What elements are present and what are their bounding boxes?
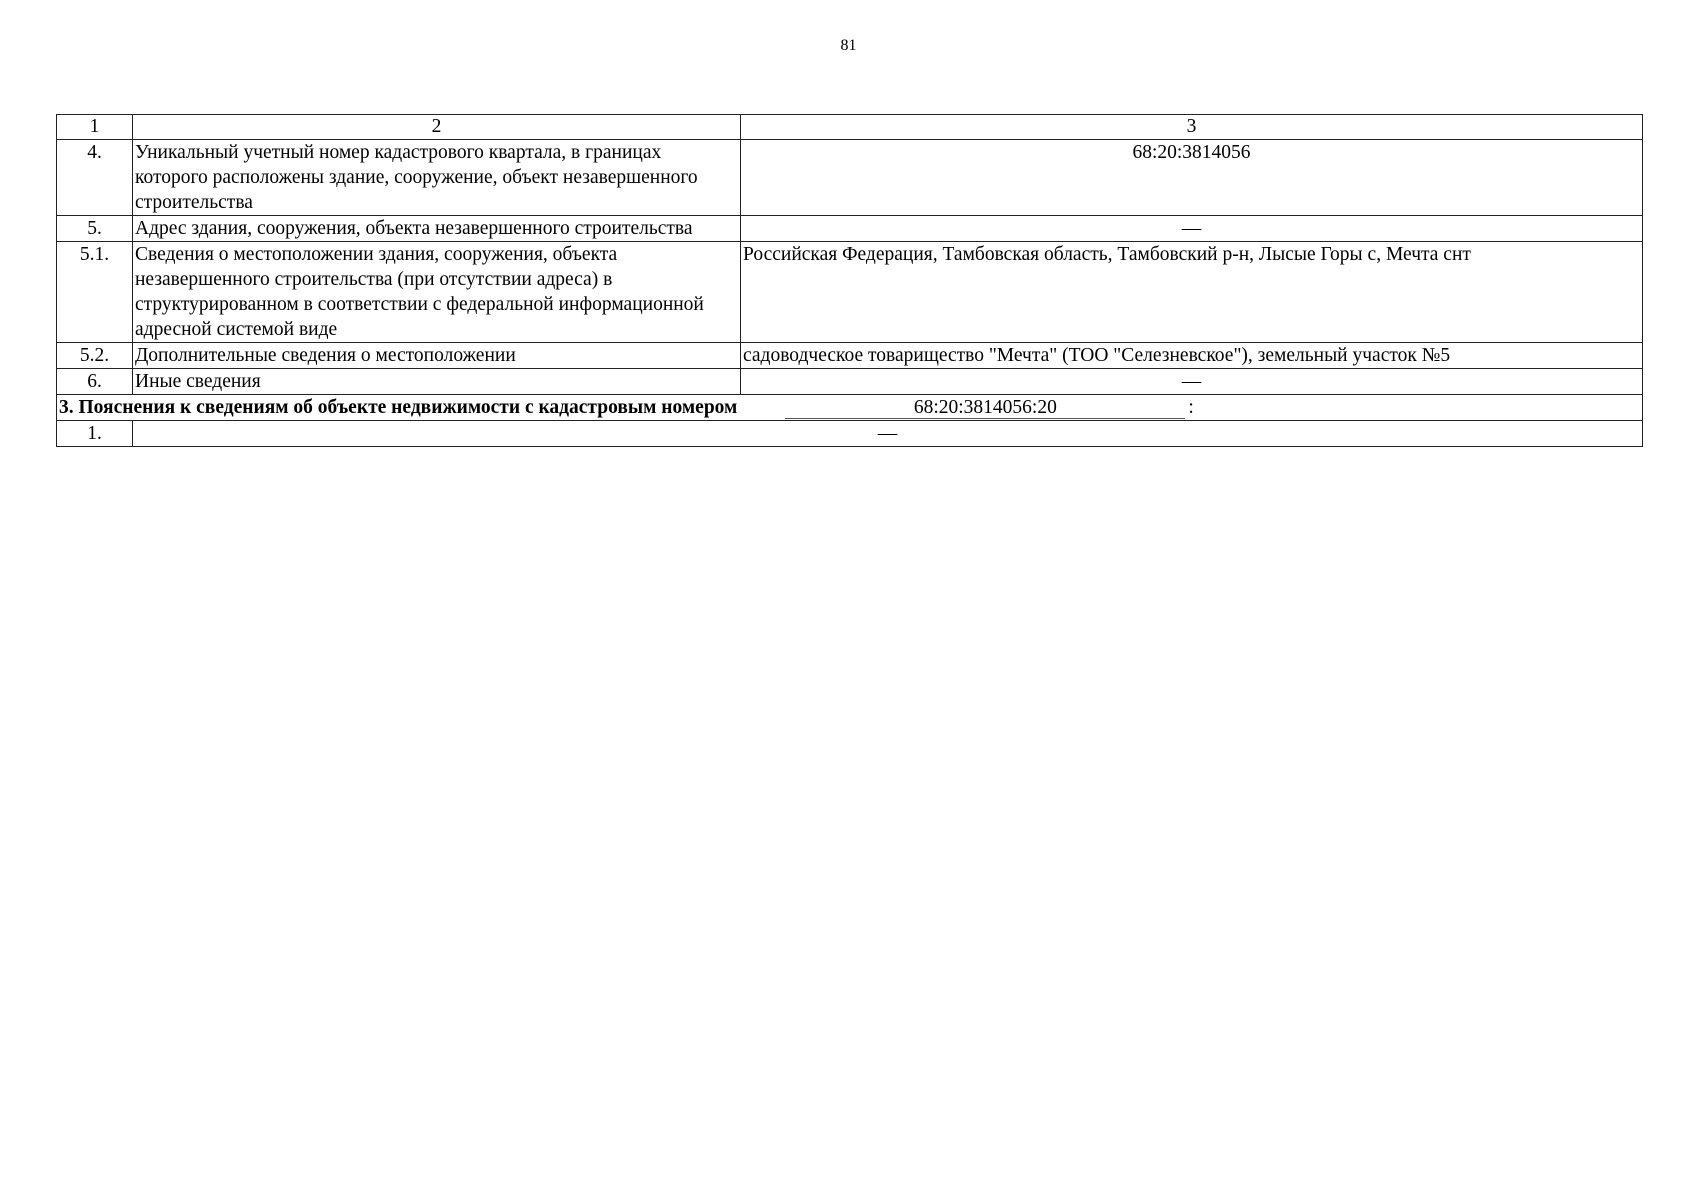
row-value: 68:20:3814056 (741, 140, 1643, 216)
row-label: Дополнительные сведения о местоположении (133, 343, 741, 369)
table-row (57, 421, 1643, 447)
section-3-title: 3. Пояснения к сведениям об объекте недвижимости с кадастровым номером (59, 397, 738, 418)
row-value: — (741, 216, 1643, 242)
row-number: 5.1. (57, 242, 133, 343)
section-3-cadastral-number: 68:20:3814056:20 (785, 397, 1185, 419)
table-row (57, 216, 1643, 242)
table-row (57, 343, 1643, 369)
section-3-header (57, 395, 1643, 421)
header-col-1: 1 (57, 115, 133, 140)
row-number: 1. (57, 421, 133, 447)
row-label: Сведения о местоположении здания, сооружения, объекта незавершенного строительства (при отсутствии адреса) в структурированном в соответствии с федеральной информационной адресной системой виде (133, 242, 741, 343)
row-label: Уникальный учетный номер кадастрового квартала, в границах которого расположены здание, сооружение, объект незавершенного строительства (133, 140, 741, 216)
row-value: Российская Федерация, Тамбовская область, Тамбовский р-н, Лысые Горы с, Мечта снт (741, 242, 1643, 343)
row-number: 5.2. (57, 343, 133, 369)
row-label: Адрес здания, сооружения, объекта незавершенного строительства (133, 216, 741, 242)
row-number: 4. (57, 140, 133, 216)
table-row (57, 140, 1643, 216)
section-3-header-row (57, 395, 1643, 421)
header-col-3: 3 (741, 115, 1643, 140)
row-value: садоводческое товарищество "Мечта" (ТОО "Селезневское"), земельный участок №5 (741, 343, 1643, 369)
row-value: — (741, 369, 1643, 395)
cadastral-details-table (56, 114, 1643, 447)
row-number: 6. (57, 369, 133, 395)
row-value: — (133, 421, 1643, 447)
table-header-row (57, 115, 1643, 140)
page-number: 81 (840, 37, 857, 54)
table-row (57, 369, 1643, 395)
header-col-2: 2 (133, 115, 741, 140)
row-label: Иные сведения (133, 369, 741, 395)
row-number: 5. (57, 216, 133, 242)
section-3-colon: : (1188, 397, 1194, 418)
table-row (57, 242, 1643, 343)
